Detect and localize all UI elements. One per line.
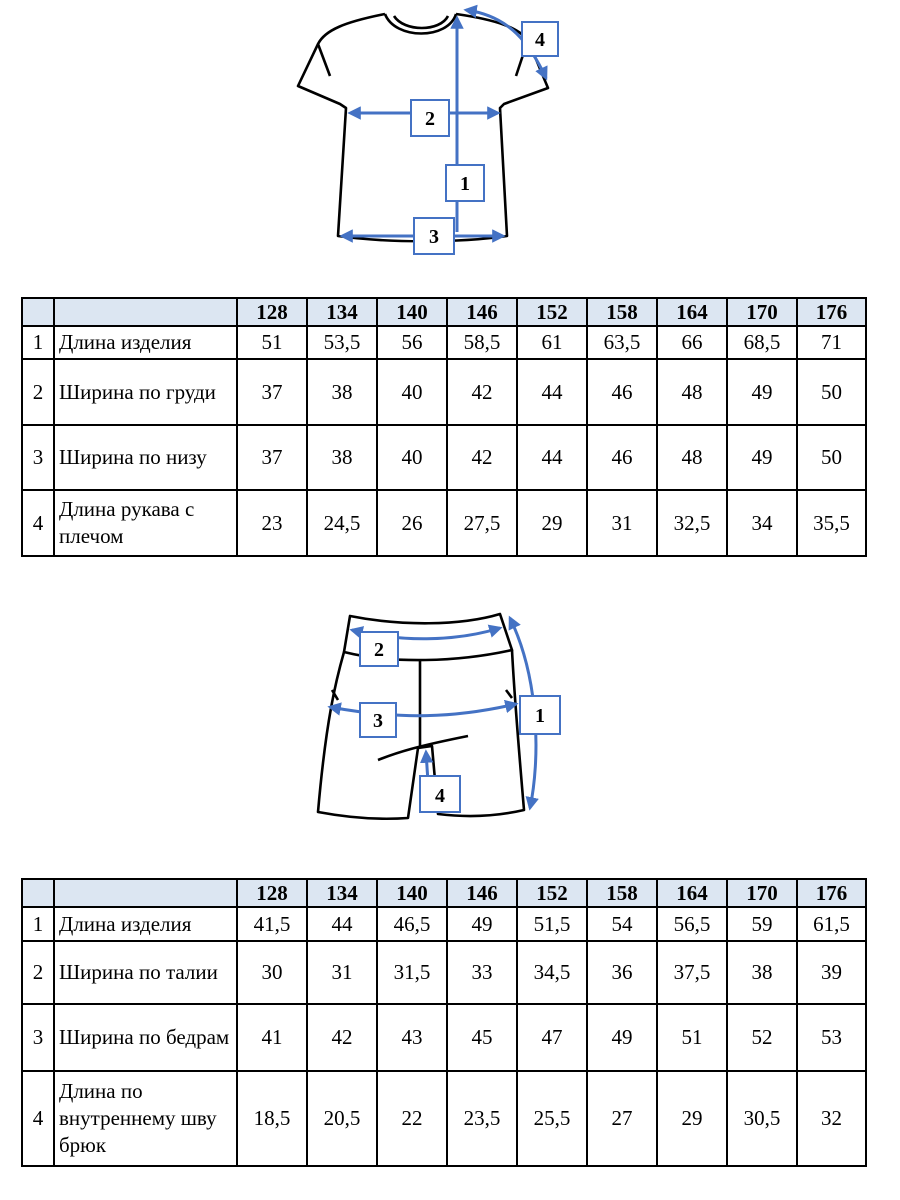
cell-value: 54 bbox=[587, 907, 657, 941]
svg-text:3: 3 bbox=[429, 226, 439, 248]
cell-value: 31,5 bbox=[377, 941, 447, 1004]
cell-value: 51,5 bbox=[517, 907, 587, 941]
row-label: Ширина по бедрам bbox=[54, 1004, 237, 1071]
cell-value: 31 bbox=[307, 941, 377, 1004]
cell-value: 18,5 bbox=[237, 1071, 307, 1166]
cell-value: 30,5 bbox=[727, 1071, 797, 1166]
table-row bbox=[22, 425, 866, 490]
cell-value: 39 bbox=[797, 941, 866, 1004]
size-header: 128 bbox=[237, 879, 307, 907]
cell-value: 61 bbox=[517, 326, 587, 359]
cell-value: 40 bbox=[377, 425, 447, 490]
row-label: Ширина по талии bbox=[54, 941, 237, 1004]
cell-value: 49 bbox=[447, 907, 517, 941]
cell-value: 49 bbox=[727, 425, 797, 490]
cell-value: 46 bbox=[587, 359, 657, 425]
cell-value: 50 bbox=[797, 359, 866, 425]
size-header-row bbox=[22, 298, 866, 326]
cell-value: 34 bbox=[727, 490, 797, 556]
row-index: 2 bbox=[22, 359, 54, 425]
cell-value: 36 bbox=[587, 941, 657, 1004]
size-header: 170 bbox=[727, 879, 797, 907]
header-empty-cell bbox=[22, 298, 54, 326]
row-label: Ширина по груди bbox=[54, 359, 237, 425]
cell-value: 41 bbox=[237, 1004, 307, 1071]
cell-value: 23 bbox=[237, 490, 307, 556]
size-header: 134 bbox=[307, 879, 377, 907]
size-header: 164 bbox=[657, 298, 727, 326]
shorts-marker-4 bbox=[420, 776, 460, 812]
cell-value: 44 bbox=[517, 425, 587, 490]
cell-value: 37 bbox=[237, 359, 307, 425]
cell-value: 66 bbox=[657, 326, 727, 359]
cell-value: 53 bbox=[797, 1004, 866, 1071]
cell-value: 41,5 bbox=[237, 907, 307, 941]
svg-text:1: 1 bbox=[460, 173, 470, 195]
size-header: 176 bbox=[797, 879, 866, 907]
cell-value: 38 bbox=[307, 359, 377, 425]
cell-value: 58,5 bbox=[447, 326, 517, 359]
cell-value: 27,5 bbox=[447, 490, 517, 556]
header-empty-cell bbox=[54, 879, 237, 907]
size-header-row bbox=[22, 879, 866, 907]
table-row bbox=[22, 1004, 866, 1071]
shorts-size-table bbox=[21, 878, 867, 1167]
cell-value: 23,5 bbox=[447, 1071, 517, 1166]
cell-value: 53,5 bbox=[307, 326, 377, 359]
svg-text:3: 3 bbox=[373, 710, 383, 732]
cell-value: 44 bbox=[307, 907, 377, 941]
row-index: 3 bbox=[22, 1004, 54, 1071]
tshirt-marker-1 bbox=[446, 165, 484, 201]
cell-value: 63,5 bbox=[587, 326, 657, 359]
row-label: Длина по внутреннему шву брюк bbox=[54, 1071, 237, 1166]
svg-text:4: 4 bbox=[435, 785, 445, 807]
cell-value: 61,5 bbox=[797, 907, 866, 941]
cell-value: 56,5 bbox=[657, 907, 727, 941]
cell-value: 38 bbox=[307, 425, 377, 490]
cell-value: 46,5 bbox=[377, 907, 447, 941]
table-row bbox=[22, 907, 866, 941]
cell-value: 42 bbox=[447, 359, 517, 425]
size-header: 146 bbox=[447, 879, 517, 907]
cell-value: 27 bbox=[587, 1071, 657, 1166]
cell-value: 47 bbox=[517, 1004, 587, 1071]
cell-value: 26 bbox=[377, 490, 447, 556]
cell-value: 25,5 bbox=[517, 1071, 587, 1166]
table-row bbox=[22, 490, 866, 556]
table-row bbox=[22, 326, 866, 359]
cell-value: 38 bbox=[727, 941, 797, 1004]
size-header: 152 bbox=[517, 879, 587, 907]
size-header: 158 bbox=[587, 879, 657, 907]
cell-value: 37 bbox=[237, 425, 307, 490]
header-empty-cell bbox=[54, 298, 237, 326]
cell-value: 43 bbox=[377, 1004, 447, 1071]
table-row bbox=[22, 1071, 866, 1166]
tshirt-diagram bbox=[0, 0, 900, 270]
row-label: Длина рукава с плечом bbox=[54, 490, 237, 556]
row-index: 1 bbox=[22, 326, 54, 359]
tshirt-marker-4 bbox=[522, 22, 558, 56]
cell-value: 52 bbox=[727, 1004, 797, 1071]
cell-value: 44 bbox=[517, 359, 587, 425]
cell-value: 32,5 bbox=[657, 490, 727, 556]
cell-value: 33 bbox=[447, 941, 517, 1004]
size-header: 140 bbox=[377, 879, 447, 907]
row-index: 1 bbox=[22, 907, 54, 941]
cell-value: 32 bbox=[797, 1071, 866, 1166]
cell-value: 31 bbox=[587, 490, 657, 556]
size-header: 158 bbox=[587, 298, 657, 326]
cell-value: 42 bbox=[307, 1004, 377, 1071]
cell-value: 40 bbox=[377, 359, 447, 425]
size-header: 176 bbox=[797, 298, 866, 326]
cell-value: 71 bbox=[797, 326, 866, 359]
size-header: 146 bbox=[447, 298, 517, 326]
row-label: Длина изделия bbox=[54, 907, 237, 941]
shorts-marker-1 bbox=[520, 696, 560, 734]
cell-value: 30 bbox=[237, 941, 307, 1004]
cell-value: 48 bbox=[657, 425, 727, 490]
size-header: 170 bbox=[727, 298, 797, 326]
svg-text:2: 2 bbox=[374, 639, 384, 661]
cell-value: 45 bbox=[447, 1004, 517, 1071]
shorts-marker-3 bbox=[360, 703, 396, 737]
cell-value: 20,5 bbox=[307, 1071, 377, 1166]
cell-value: 49 bbox=[587, 1004, 657, 1071]
cell-value: 49 bbox=[727, 359, 797, 425]
cell-value: 51 bbox=[657, 1004, 727, 1071]
cell-value: 37,5 bbox=[657, 941, 727, 1004]
cell-value: 34,5 bbox=[517, 941, 587, 1004]
cell-value: 48 bbox=[657, 359, 727, 425]
cell-value: 29 bbox=[517, 490, 587, 556]
cell-value: 29 bbox=[657, 1071, 727, 1166]
size-header: 128 bbox=[237, 298, 307, 326]
cell-value: 24,5 bbox=[307, 490, 377, 556]
svg-text:1: 1 bbox=[535, 705, 545, 727]
size-header: 164 bbox=[657, 879, 727, 907]
cell-value: 46 bbox=[587, 425, 657, 490]
svg-text:4: 4 bbox=[535, 29, 545, 51]
table-row bbox=[22, 941, 866, 1004]
cell-value: 68,5 bbox=[727, 326, 797, 359]
cell-value: 35,5 bbox=[797, 490, 866, 556]
cell-value: 51 bbox=[237, 326, 307, 359]
header-empty-cell bbox=[22, 879, 54, 907]
size-header: 134 bbox=[307, 298, 377, 326]
cell-value: 22 bbox=[377, 1071, 447, 1166]
size-header: 140 bbox=[377, 298, 447, 326]
row-label: Ширина по низу bbox=[54, 425, 237, 490]
cell-value: 59 bbox=[727, 907, 797, 941]
shorts-marker-2 bbox=[360, 632, 398, 666]
cell-value: 50 bbox=[797, 425, 866, 490]
tshirt-marker-3 bbox=[414, 218, 454, 254]
row-index: 2 bbox=[22, 941, 54, 1004]
row-label: Длина изделия bbox=[54, 326, 237, 359]
shorts-diagram bbox=[0, 590, 900, 850]
row-index: 4 bbox=[22, 490, 54, 556]
tshirt-marker-2 bbox=[411, 100, 449, 136]
cell-value: 42 bbox=[447, 425, 517, 490]
tshirt-size-table bbox=[21, 297, 867, 557]
table-row bbox=[22, 359, 866, 425]
size-header: 152 bbox=[517, 298, 587, 326]
row-index: 3 bbox=[22, 425, 54, 490]
svg-text:2: 2 bbox=[425, 108, 435, 130]
row-index: 4 bbox=[22, 1071, 54, 1166]
cell-value: 56 bbox=[377, 326, 447, 359]
